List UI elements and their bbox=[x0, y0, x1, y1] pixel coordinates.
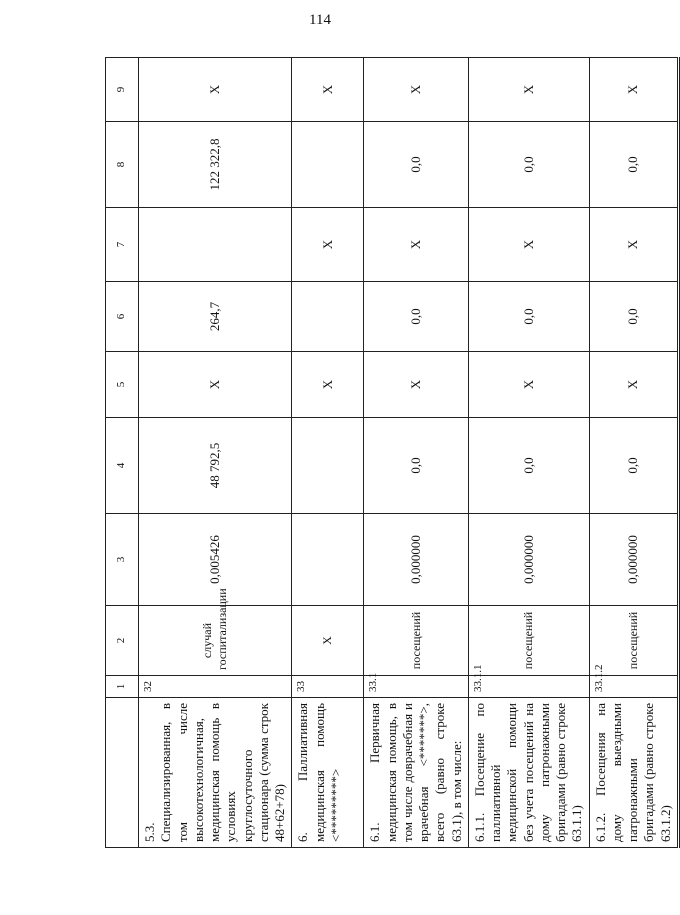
cell-col6: 0,0 bbox=[468, 282, 589, 352]
row-name: 5.3. Специализированная, в том числе высокотехнологичная, медицинская помощь в условиях круглосуточного стационара (сумма строк 48+62+78) bbox=[139, 698, 292, 848]
header-cell: 3 bbox=[106, 514, 139, 606]
row-name: 6.1. Первичная медицинская помощь, в том числе доврачебная и врачебная <*******>, всего (равно строке 63.1), в том числе: bbox=[364, 698, 469, 848]
row-unit: посещений bbox=[364, 606, 469, 676]
cell-col8: 0,0 bbox=[589, 122, 678, 208]
row-unit: посещений bbox=[468, 606, 589, 676]
header-cell: 2 bbox=[106, 606, 139, 676]
header-cell: 9 bbox=[106, 58, 139, 122]
table-row bbox=[364, 58, 469, 848]
row-code: 33.1 bbox=[364, 676, 469, 698]
table-row bbox=[139, 58, 292, 848]
table-row bbox=[292, 58, 364, 848]
cell-col4: 0,0 bbox=[589, 418, 678, 514]
cell-col6 bbox=[292, 282, 364, 352]
cell-col3 bbox=[292, 514, 364, 606]
row-name: 6.1.2. Посещения на дому выездными патронажными бригадами (равно строке 63.1.2) bbox=[589, 698, 678, 848]
row-unit: посещений bbox=[589, 606, 678, 676]
cell-col5: Х bbox=[468, 352, 589, 418]
cell-col4: 48 792,5 bbox=[139, 418, 292, 514]
cell-col9: Х bbox=[292, 58, 364, 122]
header-cell: 6 bbox=[106, 282, 139, 352]
cell-col6: 0,0 bbox=[589, 282, 678, 352]
cell-col5: Х bbox=[292, 352, 364, 418]
cell-col7: Х bbox=[364, 208, 469, 282]
cell-col6: 264,7 bbox=[139, 282, 292, 352]
cell-col9: Х bbox=[589, 58, 678, 122]
row-unit: случай госпитализации bbox=[139, 606, 292, 676]
header-cell: 1 bbox=[106, 676, 139, 698]
header-cell: 8 bbox=[106, 122, 139, 208]
row-code: 33.1.2 bbox=[589, 676, 678, 698]
financing-table bbox=[105, 57, 680, 848]
cell-col7 bbox=[139, 208, 292, 282]
cell-col3: 0,000000 bbox=[364, 514, 469, 606]
header-row bbox=[106, 58, 139, 848]
cell-col9: Х bbox=[364, 58, 469, 122]
table-row bbox=[468, 58, 589, 848]
cell-col7: Х bbox=[468, 208, 589, 282]
header-cell: 4 bbox=[106, 418, 139, 514]
cell-col8 bbox=[292, 122, 364, 208]
row-name: 6.1.1. Посещение по паллиативной медицинской помощи без учета посещений на дому патронажными бригадами (равно строке 63.1.1) bbox=[468, 698, 589, 848]
cell-col4: 0,0 bbox=[468, 418, 589, 514]
cell-col7: Х bbox=[589, 208, 678, 282]
rotated-table-container bbox=[105, 58, 673, 848]
cell-col8: 122 322,8 bbox=[139, 122, 292, 208]
cell-col7: Х bbox=[292, 208, 364, 282]
cell-col3: 0,005426 bbox=[139, 514, 292, 606]
table-row bbox=[589, 58, 678, 848]
cell-col9: Х bbox=[468, 58, 589, 122]
cell-col6: 0,0 bbox=[364, 282, 469, 352]
cell-col8: 0,0 bbox=[364, 122, 469, 208]
cell-col4: 0,0 bbox=[364, 418, 469, 514]
row-code: 32 bbox=[139, 676, 292, 698]
page-number: 114 bbox=[309, 12, 331, 28]
cell-col4 bbox=[292, 418, 364, 514]
row-code: 33.1.1 bbox=[468, 676, 589, 698]
row-code: 33 bbox=[292, 676, 364, 698]
cell-col8: 0,0 bbox=[468, 122, 589, 208]
cell-col3: 0,000000 bbox=[468, 514, 589, 606]
row-unit: Х bbox=[292, 606, 364, 676]
cell-col5: Х bbox=[589, 352, 678, 418]
cell-col5: Х bbox=[364, 352, 469, 418]
cell-col9: Х bbox=[139, 58, 292, 122]
cell-col5: Х bbox=[139, 352, 292, 418]
header-cell bbox=[106, 698, 139, 848]
cell-col3: 0,000000 bbox=[589, 514, 678, 606]
row-name: 6. Паллиативная медицинская помощь <*********> bbox=[292, 698, 364, 848]
header-cell: 5 bbox=[106, 352, 139, 418]
header-cell: 7 bbox=[106, 208, 139, 282]
